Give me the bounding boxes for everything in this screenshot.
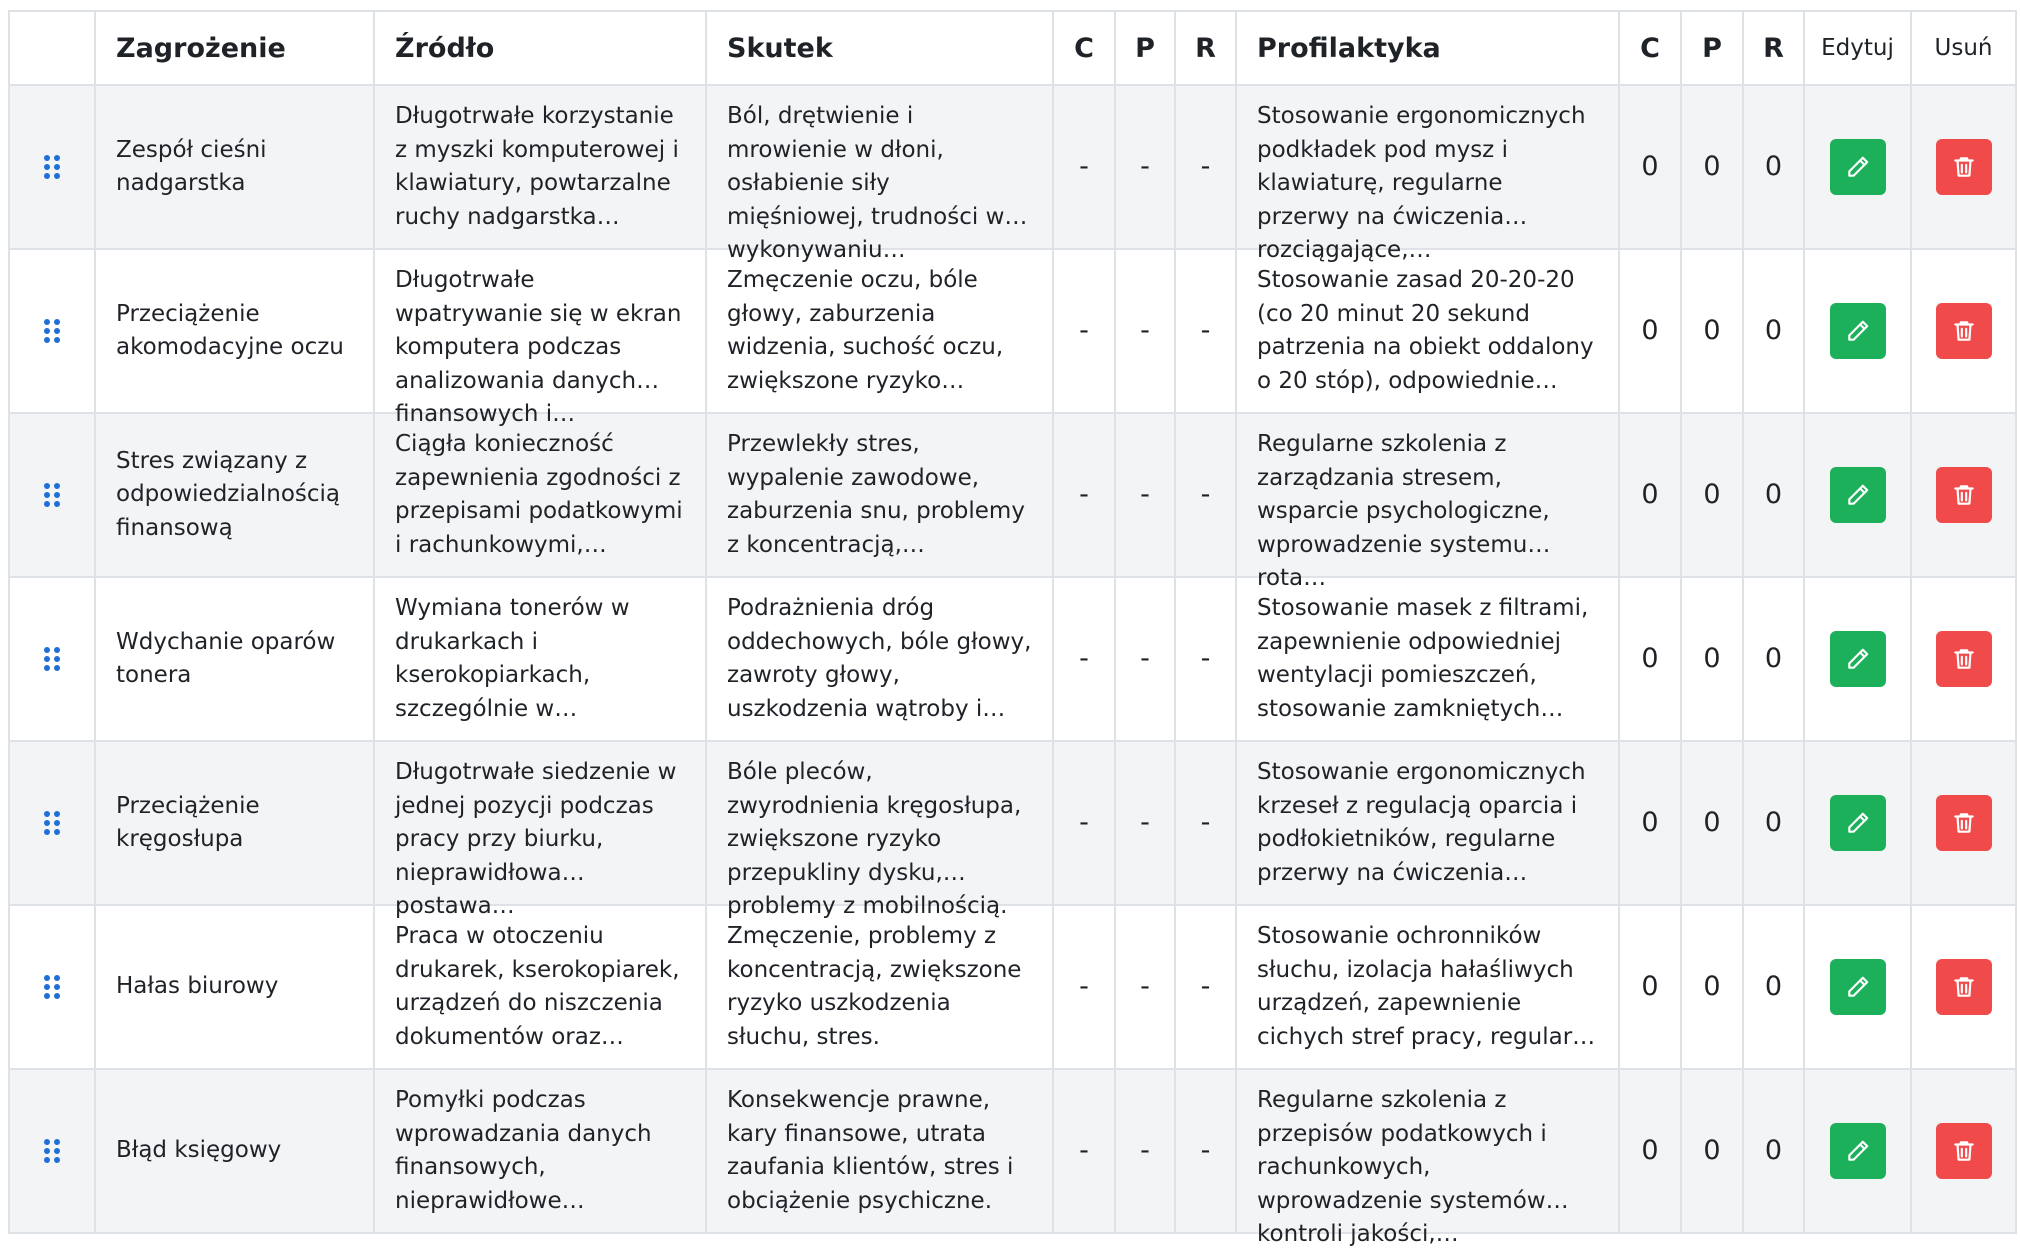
prevention-text: Stosowanie ergonomicznych podkładek pod mysz i klawiaturę, regularne przerwy na ćwiczenia rozciągające,… [1257,103,1586,263]
r-after-cell: 0 [1743,905,1804,1069]
delete-button[interactable] [1936,959,1992,1015]
drag-handle-icon[interactable] [44,1139,60,1163]
edit-cell [1804,413,1911,577]
delete-button[interactable] [1936,467,1992,523]
source-text: Pomyłki podczas wprowadzania danych finansowych, nieprawidłowe… [395,1087,652,1214]
hazard-text: Przeciążenie akomodacyjne oczu [116,300,344,360]
source-cell [374,85,706,249]
delete-cell [1911,577,2016,741]
c-after-cell: 0 [1619,905,1681,1069]
trash-icon [1951,974,1977,1000]
pencil-icon [1845,974,1871,1000]
effect-text: Zmęczenie oczu, bóle głowy, zaburzenia widzenia, suchość oczu, zwiększone ryzyko… [727,267,1004,394]
source-cell [374,1069,706,1233]
header-r-after: R [1743,11,1804,85]
c-before-cell: - [1053,249,1115,413]
p-before-cell: - [1115,577,1175,741]
hazard-cell [95,741,374,905]
source-text: Długotrwałe siedzenie w jednej pozycji podczas pracy przy biurku, nieprawidłowa postawa… [395,759,677,919]
effect-cell [706,85,1053,263]
effect-text: Podrażnienia dróg oddechowych, bóle głowy, zawroty głowy, uszkodzenia wątroby i… [727,595,1032,722]
edit-cell [1804,741,1911,905]
header-hazard: Zagrożenie [95,11,374,85]
hazard-cell [95,577,374,741]
effect-cell [706,413,1053,577]
source-text: Ciągła konieczność zapewnienia zgodności z przepisami podatkowymi i rachunkowymi,… [395,431,683,558]
trash-icon [1951,1138,1977,1164]
c-after-cell: 0 [1619,85,1681,249]
prevention-text: Stosowanie ergonomicznych krzeseł z regulacją oparcia i podłokietników, regularne przerwy na ćwiczenia… [1257,759,1586,886]
prevention-cell [1236,905,1619,1069]
edit-button[interactable] [1830,795,1886,851]
hazard-text: Hałas biurowy [116,973,279,1000]
table-row [9,1069,2016,1233]
p-after-cell: 0 [1681,905,1743,1069]
drag-cell[interactable] [9,85,95,249]
table-row [9,249,2016,413]
hazard-text: Przeciążenie kręgosłupa [116,792,260,852]
c-after-cell: 0 [1619,249,1681,413]
r-after-cell: 0 [1743,249,1804,413]
source-text: Długotrwałe wpatrywanie się w ekran komputera podczas analizowania danych finansowych i… [395,267,682,427]
table-row [9,413,2016,577]
r-after-cell: 0 [1743,413,1804,577]
delete-button[interactable] [1936,139,1992,195]
pencil-icon [1845,318,1871,344]
source-text: Wymiana tonerów w drukarkach i kserokopiarkach, szczególnie w… [395,595,630,722]
drag-cell[interactable] [9,413,95,577]
edit-cell [1804,905,1911,1069]
hazard-text: Stres związany z odpowiedzialnością finansową [116,447,341,541]
effect-text: Ból, drętwienie i mrowienie w dłoni, osłabienie siły mięśniowej, trudności w wykonywaniu… [727,103,1005,263]
drag-handle-icon[interactable] [44,975,60,999]
prevention-cell [1236,413,1619,591]
delete-button[interactable] [1936,795,1992,851]
trash-icon [1951,810,1977,836]
table-header-row [9,11,2016,85]
prevention-text: Stosowanie zasad 20-20-20 (co 20 minut 20 sekund patrzenia na obiekt oddalony o 20 stóp), odpowiednie… [1257,267,1594,394]
source-cell [374,741,706,919]
prevention-text: Regularne szkolenia z przepisów podatkowych i rachunkowych, wprowadzenie systemów kontroli jakości,… [1257,1087,1547,1247]
effect-cell [706,741,1053,919]
table-row [9,741,2016,905]
effect-text: Zmęczenie, problemy z koncentracją, zwiększone ryzyko uszkodzenia słuchu, stres. [727,923,1022,1050]
edit-cell [1804,1069,1911,1233]
r-after-cell: 0 [1743,85,1804,249]
drag-handle-icon[interactable] [44,319,60,343]
effect-cell [706,577,1053,741]
source-text: Długotrwałe korzystanie z myszki komputerowej i klawiatury, powtarzalne ruchy nadgarstka… [395,103,679,230]
delete-cell [1911,741,2016,905]
pencil-icon [1845,646,1871,672]
r-before-cell: - [1175,1069,1236,1233]
table-row [9,85,2016,249]
header-r-before: R [1175,11,1236,85]
c-before-cell: - [1053,85,1115,249]
effect-cell [706,249,1053,413]
r-after-cell: 0 [1743,577,1804,741]
p-after-cell: 0 [1681,1069,1743,1233]
drag-cell[interactable] [9,577,95,741]
pencil-icon [1845,482,1871,508]
effect-text: Przewlekły stres, wypalenie zawodowe, zaburzenia snu, problemy z koncentracją,… [727,431,1025,558]
hazard-cell [95,85,374,249]
header-source: Źródło [374,11,706,85]
delete-cell [1911,413,2016,577]
edit-cell [1804,577,1911,741]
trash-icon [1951,646,1977,672]
p-before-cell: - [1115,905,1175,1069]
delete-button[interactable] [1936,631,1992,687]
c-before-cell: - [1053,413,1115,577]
header-p-before: P [1115,11,1175,85]
r-after-cell: 0 [1743,1069,1804,1233]
c-after-cell: 0 [1619,1069,1681,1233]
r-before-cell: - [1175,413,1236,577]
prevention-text: Stosowanie masek z filtrami, zapewnienie odpowiedniej wentylacji pomieszczeń, stosowanie zamkniętych… [1257,595,1589,722]
prevention-cell [1236,577,1619,741]
header-drag [9,11,95,85]
p-after-cell: 0 [1681,741,1743,905]
c-after-cell: 0 [1619,741,1681,905]
drag-handle-icon[interactable] [44,647,60,671]
table-row [9,577,2016,741]
c-before-cell: - [1053,905,1115,1069]
hazard-cell [95,1069,374,1233]
c-before-cell: - [1053,1069,1115,1233]
header-prevention: Profilaktyka [1236,11,1619,85]
pencil-icon [1845,810,1871,836]
r-before-cell: - [1175,905,1236,1069]
r-before-cell: - [1175,85,1236,249]
p-before-cell: - [1115,741,1175,905]
trash-icon [1951,318,1977,344]
p-before-cell: - [1115,413,1175,577]
table-row [9,905,2016,1069]
trash-icon [1951,154,1977,180]
source-cell [374,577,706,741]
drag-cell[interactable] [9,905,95,1069]
effect-text: Bóle pleców, zwyrodnienia kręgosłupa, zwiększone ryzyko przepukliny dysku, problemy z mobilnością. [727,759,1022,919]
delete-cell [1911,85,2016,249]
c-before-cell: - [1053,577,1115,741]
source-cell [374,249,706,427]
header-p-after: P [1681,11,1743,85]
header-edit: Edytuj [1804,11,1911,85]
prevention-cell [1236,249,1619,413]
pencil-icon [1845,1138,1871,1164]
edit-button[interactable] [1830,467,1886,523]
drag-handle-icon[interactable] [44,483,60,507]
p-after-cell: 0 [1681,249,1743,413]
r-before-cell: - [1175,249,1236,413]
c-after-cell: 0 [1619,577,1681,741]
pencil-icon [1845,154,1871,180]
p-after-cell: 0 [1681,577,1743,741]
hazard-text: Błąd księgowy [116,1137,282,1164]
c-before-cell: - [1053,741,1115,905]
header-c-before: C [1053,11,1115,85]
edit-button[interactable] [1830,303,1886,359]
delete-cell [1911,249,2016,413]
hazards-table [8,10,2017,1247]
trash-icon [1951,482,1977,508]
header-delete: Usuń [1911,11,2016,85]
drag-cell[interactable] [9,741,95,905]
delete-cell [1911,905,2016,1069]
edit-button[interactable] [1830,959,1886,1015]
effect-cell [706,905,1053,1069]
hazard-cell [95,905,374,1069]
prevention-cell [1236,85,1619,263]
r-before-cell: - [1175,577,1236,741]
r-before-cell: - [1175,741,1236,905]
r-after-cell: 0 [1743,741,1804,905]
hazard-text: Wdychanie oparów tonera [116,628,336,688]
header-c-after: C [1619,11,1681,85]
p-after-cell: 0 [1681,85,1743,249]
effect-cell [706,1069,1053,1233]
drag-handle-icon[interactable] [44,811,60,835]
source-text: Praca w otoczeniu drukarek, kserokopiarek, urządzeń do niszczenia dokumentów oraz… [395,923,680,1050]
prevention-cell [1236,741,1619,905]
header-effect: Skutek [706,11,1053,85]
edit-button[interactable] [1830,1123,1886,1179]
delete-button[interactable] [1936,1123,1992,1179]
drag-handle-icon[interactable] [44,155,60,179]
hazard-cell [95,249,374,413]
p-after-cell: 0 [1681,413,1743,577]
edit-button[interactable] [1830,631,1886,687]
hazard-cell [95,413,374,577]
source-cell [374,905,706,1069]
prevention-text: Regularne szkolenia z zarządzania stresem, wsparcie psychologiczne, wprowadzenie systemu rota… [1257,431,1550,591]
edit-cell [1804,249,1911,413]
edit-cell [1804,85,1911,249]
delete-cell [1911,1069,2016,1233]
effect-text: Konsekwencje prawne, kary finansowe, utrata zaufania klientów, stres i obciążenie psychiczne. [727,1087,1014,1214]
drag-cell[interactable] [9,249,95,413]
hazard-text: Zespół cieśni nadgarstka [116,136,267,196]
drag-cell[interactable] [9,1069,95,1233]
p-before-cell: - [1115,85,1175,249]
prevention-text: Stosowanie ochronników słuchu, izolacja hałaśliwych urządzeń, zapewnienie cichych stref pracy, regular… [1257,923,1596,1050]
p-before-cell: - [1115,249,1175,413]
edit-button[interactable] [1830,139,1886,195]
c-after-cell: 0 [1619,413,1681,577]
delete-button[interactable] [1936,303,1992,359]
p-before-cell: - [1115,1069,1175,1233]
prevention-cell [1236,1069,1619,1247]
source-cell [374,413,706,577]
